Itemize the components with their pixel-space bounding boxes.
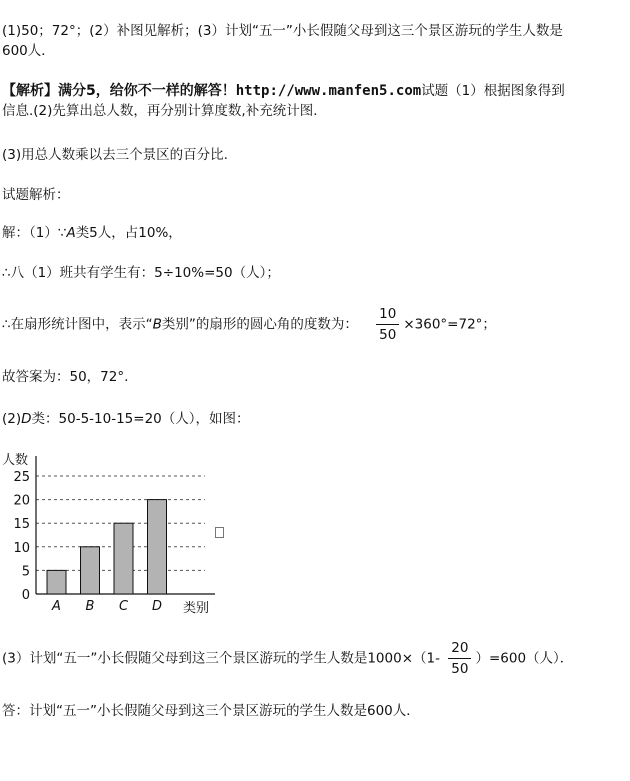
solution-line-2: ∴八（1）班共有学生有：5÷10%=50（人）； (2, 265, 280, 281)
bar-b (81, 547, 100, 594)
category-d-symbol: D (21, 411, 32, 427)
y-tick-label: 20 (13, 493, 30, 509)
fraction-denominator: 50 (451, 661, 469, 677)
solution-text: (2) (2, 411, 22, 427)
solution-text: 类：50-5-10-15=20（人），如图： (31, 411, 250, 427)
bar-c (114, 523, 133, 594)
analysis-line-2: 信息.(2)先算出总人数，再分别计算度数,补充统计图. (2, 103, 318, 119)
answer-summary-line-1: (1)50；72°；(2）补图见解析；(3）计划“五一”小长假随父母到这三个景区游玩的学生人数是 (2, 23, 563, 39)
x-tick-label: B (85, 599, 95, 614)
solution-text: ∴在扇形统计图中，表示“ (2, 316, 153, 333)
solution-line-4 (2, 410, 250, 428)
solution-text: (3）计划“五一”小长假随父母到这三个景区游玩的学生人数是1000×（1- (2, 650, 440, 667)
solution-text: ×360°=72°； (403, 316, 496, 333)
solution-text: 类别”的扇形的圆心角的度数为： (161, 316, 358, 333)
y-tick-label: 15 (13, 517, 30, 533)
y-tick-label: 5 (21, 564, 30, 580)
broken-image-icon (215, 527, 224, 538)
solution-text: 类5人，占10%， (75, 225, 182, 241)
analysis-heading: 【解析】满分5，给你不一样的解答！ (2, 83, 236, 99)
x-axis-label: 类别 (183, 601, 210, 616)
x-tick-label: A (52, 599, 61, 614)
solution-text: 解：（1）∵ (2, 225, 67, 241)
analysis-line-3: (3)用总人数乘以去三个景区的百分比. (2, 147, 228, 163)
x-tick-label: C (118, 599, 129, 614)
fraction-numerator: 10 (376, 306, 399, 325)
answer-summary-line-2: 600人． (2, 43, 55, 59)
y-tick-label: 10 (13, 540, 30, 556)
x-tick-label: D (151, 599, 163, 614)
analysis-heading-line (2, 82, 565, 100)
solution-heading: 试题解析： (2, 187, 70, 203)
solution-text: ）=600（人）． (475, 650, 574, 667)
solution-line-3 (2, 306, 496, 343)
y-tick-label: 25 (13, 470, 30, 485)
source-url: http://www.manfen5.com (235, 83, 422, 99)
analysis-intro: 试题（1）根据图象得到 (421, 83, 565, 99)
bar-a (47, 570, 66, 594)
solution-line-1 (2, 224, 182, 242)
category-b-symbol: B (152, 316, 162, 333)
fraction-numerator: 20 (448, 640, 471, 659)
answer-line-1: 故答案为：50，72°. (2, 369, 129, 385)
solution-line-5 (2, 640, 573, 677)
bar-d (148, 500, 167, 594)
fraction-20-50 (448, 640, 471, 677)
y-tick-label: 0 (21, 588, 30, 603)
bar-chart (0, 446, 240, 626)
final-answer: 答：计划“五一”小长假随父母到这三个景区游玩的学生人数是600人． (2, 703, 420, 719)
y-axis-label: 人数 (2, 453, 29, 468)
category-a-symbol: A (66, 225, 76, 241)
fraction-denominator: 50 (379, 327, 397, 343)
fraction-10-50 (376, 306, 399, 343)
